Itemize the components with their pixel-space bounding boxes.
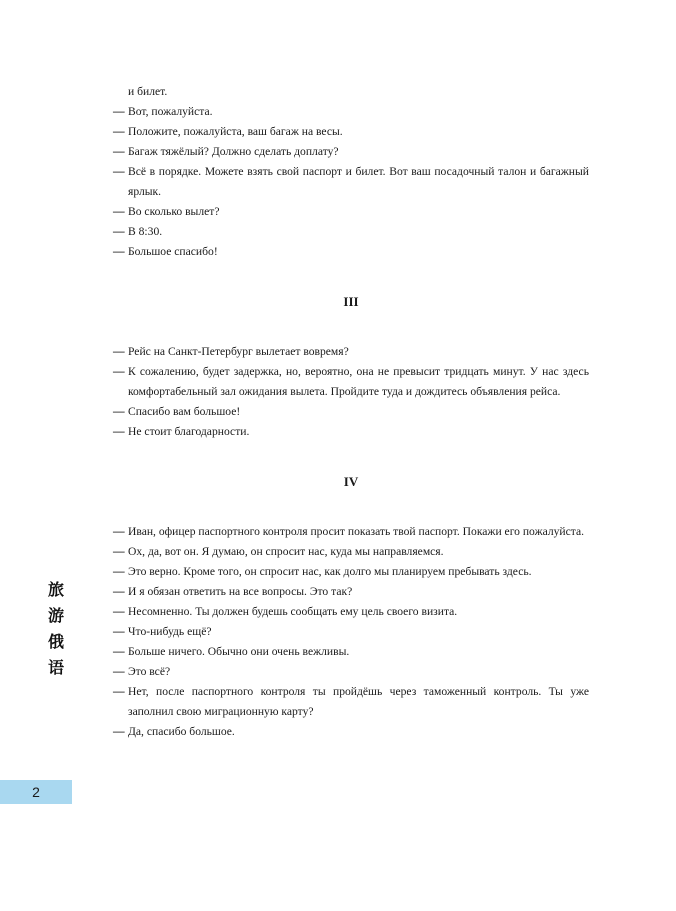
dialogue-line <box>113 562 589 582</box>
dialogue-line-text: К сожалению, будет задержка, но, вероятно, она не превысит тридцать минут. У нас здесь комфортабельный зал ожидания вылета. Пройдите туда и дождитесь объявления рейса. <box>128 365 589 398</box>
dialogue-line-text: Ох, да, вот он. Я думаю, он спросит нас, куда мы направляемся. <box>128 545 444 558</box>
dialogue-line <box>113 342 589 362</box>
book-title-char: 语 <box>47 658 64 677</box>
dialogue-line-text: В 8:30. <box>128 225 163 238</box>
dialogue-line-text: Во сколько вылет? <box>128 205 220 218</box>
dialogue-line-text: Что-нибудь ещё? <box>128 625 212 638</box>
dialogue-section-4 <box>113 522 589 742</box>
dialogue-line-text: Положите, пожалуйста, ваш багаж на весы. <box>128 125 343 138</box>
dialogue-dash: — <box>113 205 125 218</box>
dialogue-line-text: Это всё? <box>128 665 171 678</box>
dialogue-line <box>113 602 589 622</box>
dialogue-line-text: Спасибо вам большое! <box>128 405 241 418</box>
dialogue-dash: — <box>113 565 125 578</box>
dialogue-dash: — <box>113 545 125 558</box>
dialogue-dash: — <box>113 345 125 358</box>
dialogue-line <box>113 362 589 402</box>
dialogue-line <box>113 622 589 642</box>
dialogue-line-text: Нет, после паспортного контроля ты пройдёшь через таможенный контроль. Ты уже заполнил свою миграционную карту? <box>128 685 589 718</box>
dialogue-line-text: Больше ничего. Обычно они очень вежливы. <box>128 645 350 658</box>
dialogue-line-text: Иван, офицер паспортного контроля просит показать твой паспорт. Покажи его пожалуйста. <box>128 525 585 538</box>
dialogue-dash: — <box>113 585 125 598</box>
dialogue-line <box>113 722 589 742</box>
dialogue-line-text: Багаж тяжёлый? Должно сделать доплату? <box>128 145 339 158</box>
dialogue-dash: — <box>113 645 125 658</box>
dialogue-line <box>113 682 589 722</box>
dialogue-dash: — <box>113 685 125 698</box>
book-title-vertical <box>44 577 68 681</box>
book-title-char: 俄 <box>47 632 64 651</box>
dialogue-line-text: Это верно. Кроме того, он спросит нас, как долго мы планируем пребывать здесь. <box>128 565 532 578</box>
dialogue-line <box>113 522 589 542</box>
dialogue-line-text: Несомненно. Ты должен будешь сообщать ему цель своего визита. <box>128 605 458 618</box>
dialogue-dash: — <box>113 125 125 138</box>
dialogue-line <box>113 82 589 102</box>
dialogue-dash: — <box>113 425 125 438</box>
dialogue-line-text: Да, спасибо большое. <box>128 725 235 738</box>
dialogue-dash: — <box>113 625 125 638</box>
dialogue-dash: — <box>113 605 125 618</box>
dialogue-dash: — <box>113 365 125 378</box>
dialogue-dash: — <box>113 245 125 258</box>
dialogue-line <box>113 122 589 142</box>
dialogue-line-text: Вот, пожалуйста. <box>128 105 213 118</box>
dialogue-dash: — <box>113 405 125 418</box>
dialogue-line <box>113 662 589 682</box>
dialogue-line <box>113 402 589 422</box>
dialogue-line <box>113 102 589 122</box>
section-title-3: III <box>343 294 359 309</box>
dialogue-dash: — <box>113 225 125 238</box>
dialogue-line <box>113 422 589 442</box>
dialogue-line-text: Большое спасибо! <box>128 245 218 258</box>
dialogue-line <box>113 582 589 602</box>
dialogue-section-3 <box>113 342 589 442</box>
dialogue-line <box>113 202 589 222</box>
dialogue-dash: — <box>113 145 125 158</box>
dialogue-line-text: Рейс на Санкт-Петербург вылетает вовремя? <box>128 345 349 358</box>
dialogue-dash: — <box>113 725 125 738</box>
dialogue-dash: — <box>113 165 125 178</box>
book-title-char: 游 <box>47 606 64 625</box>
dialogue-dash: — <box>113 525 125 538</box>
dialogue-line-text: Не стоит благодарности. <box>128 425 250 438</box>
dialogue-top-block <box>113 82 589 262</box>
dialogue-line-text: Всё в порядке. Можете взять свой паспорт и билет. Вот ваш посадочный талон и багажный ярлык. <box>128 165 589 198</box>
dialogue-dash: — <box>113 665 125 678</box>
dialogue-line <box>113 162 589 202</box>
dialogue-line <box>113 642 589 662</box>
page-number-badge: 2 <box>0 780 72 804</box>
dialogue-line <box>113 222 589 242</box>
section-title-4: IV <box>343 474 359 489</box>
book-title-char: 旅 <box>47 580 64 599</box>
dialogue-line <box>113 542 589 562</box>
dialogue-line-text: и билет. <box>128 85 168 98</box>
dialogue-line <box>113 242 589 262</box>
dialogue-line <box>113 142 589 162</box>
dialogue-content <box>113 82 589 742</box>
dialogue-dash: — <box>113 105 125 118</box>
dialogue-line-text: И я обязан ответить на все вопросы. Это так? <box>128 585 353 598</box>
